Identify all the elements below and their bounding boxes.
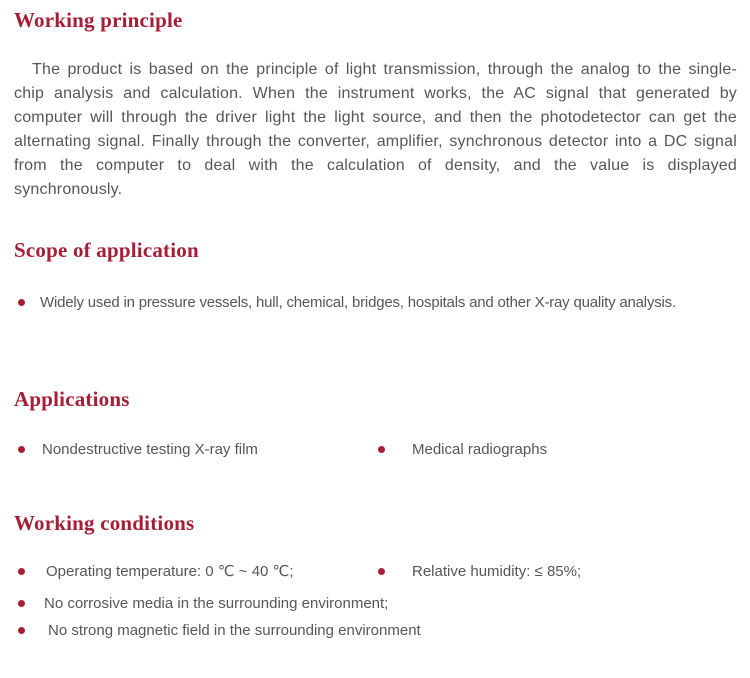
conditions-humidity-text: Relative humidity: ≤ 85%; <box>412 563 582 580</box>
bullet-icon <box>18 568 25 575</box>
working-principle-paragraph: The product is based on the principle of light transmission, through the analog to the single-chip analysis and calculation. When the instrument works, the AC signal that generated by computer will through the driver light the light source, and then the photodetector can get the alternating signal. Finally through the converter, amplifier, synchronous detector into a DC signal from the computer to deal with the calculation of density, and the value is displayed synchronously. <box>14 61 737 198</box>
applications-bullet-left-text: Nondestructive testing X-ray film <box>42 441 258 458</box>
heading-applications: Applications <box>14 387 130 411</box>
bullet-icon <box>378 568 385 575</box>
bullet-icon <box>18 299 25 306</box>
heading-working-principle: Working principle <box>14 8 183 32</box>
bullet-icon <box>18 446 25 453</box>
conditions-temperature-text: Operating temperature: 0 ℃ ~ 40 ℃; <box>46 563 294 580</box>
applications-bullet-row <box>14 440 737 460</box>
conditions-magnetic-text: No strong magnetic field in the surrounding environment <box>48 622 421 639</box>
bullet-icon <box>378 446 385 453</box>
conditions-bullet-corrosive <box>14 594 737 614</box>
conditions-bullet-humidity <box>378 562 581 582</box>
conditions-corrosive-text: No corrosive media in the surrounding environment; <box>44 595 389 612</box>
scope-bullet-text: Widely used in pressure vessels, hull, chemical, bridges, hospitals and other X-ray quality analysis. <box>40 294 676 311</box>
bullet-icon <box>18 627 25 634</box>
bullet-icon <box>18 600 25 607</box>
applications-bullet-left <box>14 440 378 460</box>
conditions-bullet-magnetic <box>14 621 737 641</box>
working-conditions-bullet-row <box>14 562 737 582</box>
conditions-bullet-temperature <box>14 562 378 582</box>
heading-working-conditions: Working conditions <box>14 511 195 535</box>
applications-bullet-right <box>378 440 547 460</box>
applications-bullet-right-text: Medical radiographs <box>412 441 548 458</box>
scope-bullet-item <box>14 293 737 313</box>
heading-scope-of-application: Scope of application <box>14 238 199 262</box>
